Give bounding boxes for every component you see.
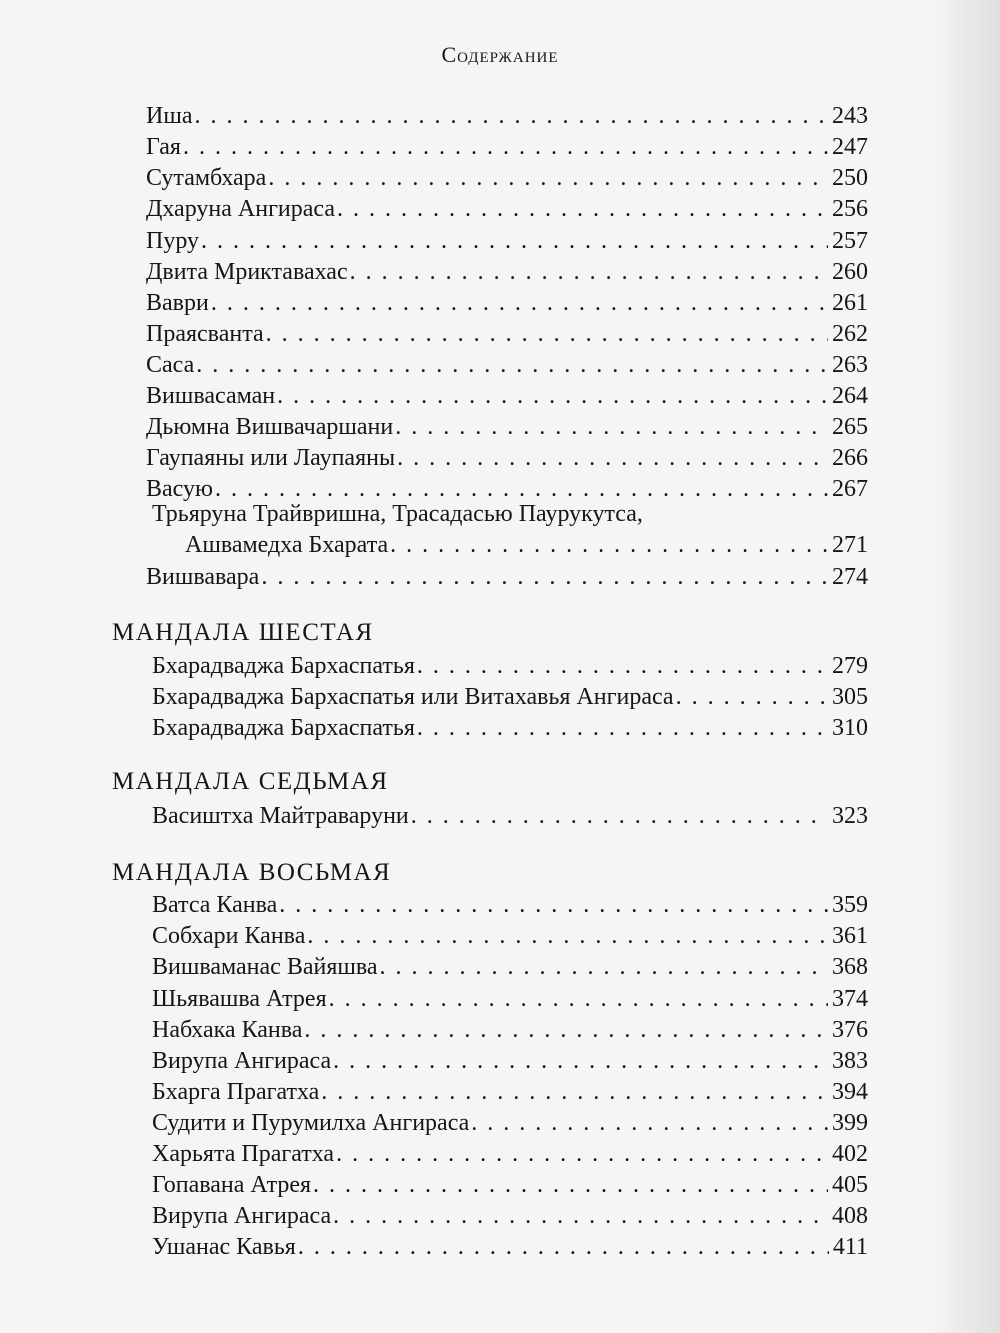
toc-entry-page: 265 [832,414,868,440]
toc-entry-label: Васую [146,476,213,502]
toc-entry-page: 279 [832,653,868,679]
toc-entry[interactable] [146,188,868,224]
toc-entry-page: 256 [832,196,868,222]
toc-entry-label: Дьюмна Вишвачаршани [146,414,394,440]
dot-leader [298,1232,829,1262]
toc-entry-label: Праясванта [146,321,264,347]
toc-entry-label: Вишвавара [146,564,260,590]
toc-entry-label: Двита Мриктавахас [146,259,348,285]
dot-leader [411,801,828,831]
toc-entry-label: Набхака Канва [152,1017,303,1043]
toc-entry[interactable] [152,946,868,982]
toc-entry-label: Бхарадваджа Бархаспатья или Витахавья Ангираса [152,684,674,710]
toc-entry-page: 374 [832,986,868,1012]
toc-entry-label: Гаупаяны или Лаупаяны [146,445,396,471]
toc-entry-page: 262 [832,321,868,347]
toc-entry-label: Шьявашва Атрея [152,986,327,1012]
toc-entry-label: Вирупа Ангираса [152,1203,332,1229]
toc-entry-page: 399 [832,1110,868,1136]
toc-entry-label: Гая [146,134,181,160]
page-title [0,42,1000,68]
toc-entry-label: Бхарга Прагатха [152,1079,320,1105]
toc-entry-page: 261 [832,290,868,316]
toc-entry-label: Вирупа Ангираса [152,1048,332,1074]
toc-entry-page: 305 [832,684,868,710]
toc-entry-label: Ушанас Кавья [152,1234,296,1260]
toc-entry-label-line1[interactable]: Трьяруна Трайвришна, Трасадасью Паурукутса, [152,501,643,527]
toc-entry-page: 257 [832,228,868,254]
toc-entry-label: Гопавана Атрея [152,1172,312,1198]
toc-entry-page: 267 [832,476,868,502]
toc-entry-page: 247 [832,134,868,160]
toc-entry-page: 266 [832,445,868,471]
toc-entry-label: Собхари Канва [152,923,306,949]
toc-entry-label: Дхаруна Ангираса [146,196,335,222]
toc-entry-page: 361 [832,923,868,949]
toc-entry[interactable] [152,795,868,831]
toc-entry[interactable] [152,1226,868,1262]
toc-entry-label: Пуру [146,228,200,254]
toc-entry-page: 359 [832,892,868,918]
toc-entry-label: Иша [146,103,193,129]
page-title-text: Содержание [441,42,559,67]
toc-entry-page: 250 [832,165,868,191]
dot-leader [261,562,828,592]
toc-entry-label: Саса [146,352,195,378]
toc-entry-page: 394 [832,1079,868,1105]
toc-entry[interactable] [146,556,868,592]
toc-entry-label: Ватса Канва [152,892,278,918]
toc-entry-label: Сутамбхара [146,165,267,191]
toc-entry-page: 260 [832,259,868,285]
section-heading-mandala-7[interactable]: МАНДАЛА СЕДЬМАЯ [112,768,389,795]
toc-entry-page: 310 [832,715,868,741]
toc-entry-page: 376 [832,1017,868,1043]
toc-entry[interactable] [185,524,868,560]
toc-entry[interactable] [152,707,868,743]
toc-entry-label: Вишваманас Вайяшва [152,954,378,980]
toc-entry-label: Бхарадваджа Бархаспатья [152,715,415,741]
toc-entry-page: 402 [832,1141,868,1167]
dot-leader [417,713,828,743]
toc-entry-page: 405 [832,1172,868,1198]
toc-entry-label: Бхарадваджа Бархаспатья [152,653,415,679]
toc-entry-page: 263 [832,352,868,378]
toc-entry-page: 368 [832,954,868,980]
toc-entry-page: 323 [832,803,868,829]
page-spine-shadow [930,0,1000,1333]
toc-entry-page: 264 [832,383,868,409]
toc-entry-label: Васиштха Майтраваруни [152,803,409,829]
toc-entry-page: 243 [832,103,868,129]
toc-entry-page: 274 [832,564,868,590]
section-heading-mandala-8[interactable]: МАНДАЛА ВОСЬМАЯ [112,859,392,886]
toc-entry-page: 411 [832,1234,868,1260]
section-heading-mandala-6[interactable]: МАНДАЛА ШЕСТАЯ [112,619,374,646]
toc-entry-label: Ваври [146,290,209,316]
toc-entry-label: Судити и Пурумилха Ангираса [152,1110,470,1136]
toc-entry-page: 383 [832,1048,868,1074]
toc-entry-label-line2: Ашвамедха Бхарата [185,532,389,558]
toc-entry-label: Харьята Прагатха [152,1141,335,1167]
toc-entry-page: 408 [832,1203,868,1229]
toc-entry-label: Вишвасаман [146,383,276,409]
toc-entry-page: 271 [832,532,868,558]
